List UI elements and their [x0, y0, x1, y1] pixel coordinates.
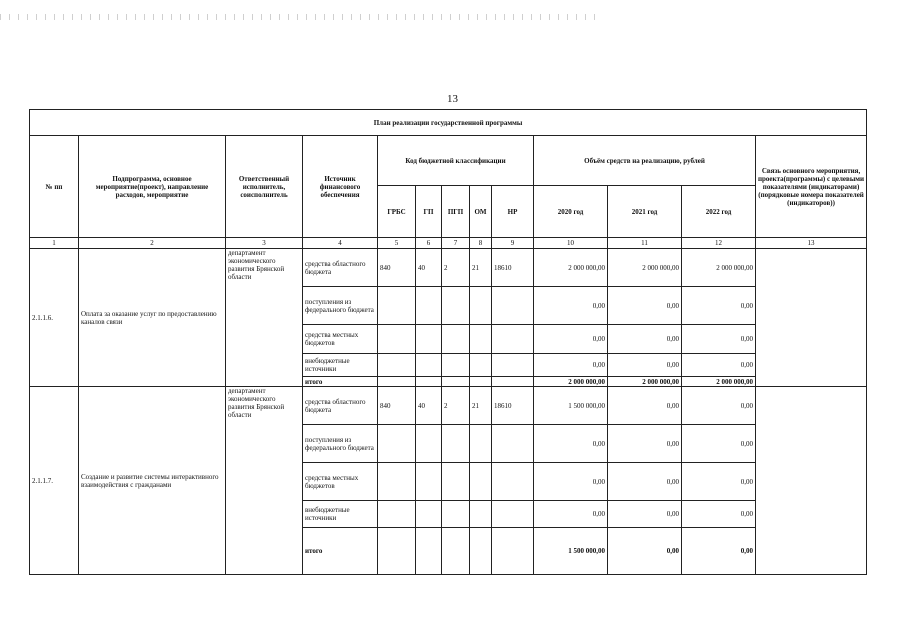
col-number: 3: [226, 238, 303, 249]
table-row: [30, 387, 867, 425]
source-cell: поступления из федерального бюджета: [303, 287, 378, 325]
pgp-cell: [442, 287, 470, 325]
y2021-cell: 0,00: [608, 287, 682, 325]
item-name: Оплата за оказание услуг по предоставлению каналов связи: [79, 249, 226, 387]
nr-cell: [492, 501, 534, 528]
col-number: 12: [682, 238, 756, 249]
om-cell: [470, 287, 492, 325]
header-year-2021: 2021 год: [608, 186, 682, 238]
header-nr: НР: [492, 186, 534, 238]
gp-cell: 40: [416, 249, 442, 287]
item-number: 2.1.1.6.: [30, 249, 79, 387]
gp-cell: [416, 425, 442, 463]
plan-table: [29, 109, 867, 575]
header-year-2020: 2020 год: [534, 186, 608, 238]
col-number: 1: [30, 238, 79, 249]
om-cell: [470, 377, 492, 387]
grbs-cell: 840: [378, 387, 416, 425]
gp-cell: [416, 377, 442, 387]
y2022-cell: 0,00: [682, 387, 756, 425]
table-title: План реализации государственной программы: [30, 110, 867, 136]
scan-noise: [0, 14, 600, 20]
grbs-cell: [378, 501, 416, 528]
item-number: 2.1.1.7.: [30, 387, 79, 575]
header-source: Источник финансового обеспечения: [303, 136, 378, 238]
pgp-cell: [442, 325, 470, 354]
om-cell: 21: [470, 387, 492, 425]
om-cell: [470, 528, 492, 575]
y2020-cell: 0,00: [534, 354, 608, 377]
source-cell: средства областного бюджета: [303, 387, 378, 425]
y2022-cell: 0,00: [682, 501, 756, 528]
om-cell: [470, 463, 492, 501]
grbs-cell: [378, 377, 416, 387]
y2020-cell: 0,00: [534, 287, 608, 325]
header-name: Подпрограмма, основное мероприятие(проект), направление расходов, мероприятие: [79, 136, 226, 238]
y2021-cell: 2 000 000,00: [608, 249, 682, 287]
source-cell: средства местных бюджетов: [303, 463, 378, 501]
link-cell: [756, 249, 867, 387]
header-bk-group: Код бюджетной классификации: [378, 136, 534, 186]
header-num: № пп: [30, 136, 79, 238]
header-pgp: ПГП: [442, 186, 470, 238]
y2021-cell: 2 000 000,00: [608, 377, 682, 387]
column-numbers-row: [30, 238, 867, 249]
nr-cell: [492, 528, 534, 575]
header-grbs: ГРБС: [378, 186, 416, 238]
y2020-cell: 2 000 000,00: [534, 377, 608, 387]
grbs-cell: [378, 287, 416, 325]
pgp-cell: [442, 528, 470, 575]
y2022-cell: 2 000 000,00: [682, 249, 756, 287]
y2021-cell: 0,00: [608, 528, 682, 575]
y2022-cell: 2 000 000,00: [682, 377, 756, 387]
page-number: 13: [447, 93, 458, 105]
col-number: 4: [303, 238, 378, 249]
col-number: 5: [378, 238, 416, 249]
y2020-cell: 0,00: [534, 463, 608, 501]
pgp-cell: [442, 425, 470, 463]
source-cell: средства местных бюджетов: [303, 325, 378, 354]
source-cell: внебюджетные источники: [303, 354, 378, 377]
y2020-cell: 2 000 000,00: [534, 249, 608, 287]
pgp-cell: 2: [442, 387, 470, 425]
nr-cell: [492, 377, 534, 387]
pgp-cell: [442, 354, 470, 377]
header-om: ОМ: [470, 186, 492, 238]
nr-cell: [492, 354, 534, 377]
source-cell: средства областного бюджета: [303, 249, 378, 287]
gp-cell: [416, 325, 442, 354]
nr-cell: 18610: [492, 387, 534, 425]
header-link: Связь основного мероприятия, проекта(программы) с целевыми показателями (индикаторами) (порядковые номера показателей (индикаторов)): [756, 136, 867, 238]
y2020-cell: 1 500 000,00: [534, 528, 608, 575]
gp-cell: [416, 501, 442, 528]
om-cell: [470, 501, 492, 528]
om-cell: 21: [470, 249, 492, 287]
pgp-cell: [442, 377, 470, 387]
source-cell: итого: [303, 528, 378, 575]
col-number: 11: [608, 238, 682, 249]
y2020-cell: 0,00: [534, 425, 608, 463]
gp-cell: 40: [416, 387, 442, 425]
source-cell: итого: [303, 377, 378, 387]
om-cell: [470, 425, 492, 463]
nr-cell: [492, 425, 534, 463]
col-number: 6: [416, 238, 442, 249]
header-volume-group: Объём средств на реализацию, рублей: [534, 136, 756, 186]
item-name: Создание и развитие системы интерактивного взаимодействия с гражданами: [79, 387, 226, 575]
col-number: 8: [470, 238, 492, 249]
pgp-cell: 2: [442, 249, 470, 287]
y2022-cell: 0,00: [682, 287, 756, 325]
y2021-cell: 0,00: [608, 387, 682, 425]
grbs-cell: [378, 528, 416, 575]
nr-cell: [492, 463, 534, 501]
grbs-cell: [378, 354, 416, 377]
y2022-cell: 0,00: [682, 463, 756, 501]
grbs-cell: [378, 325, 416, 354]
om-cell: [470, 325, 492, 354]
source-cell: внебюджетные источники: [303, 501, 378, 528]
y2021-cell: 0,00: [608, 463, 682, 501]
nr-cell: [492, 325, 534, 354]
y2021-cell: 0,00: [608, 501, 682, 528]
y2020-cell: 0,00: [534, 325, 608, 354]
gp-cell: [416, 528, 442, 575]
header-executor: Ответственный исполнитель, соисполнитель: [226, 136, 303, 238]
table-row: [30, 249, 867, 287]
grbs-cell: [378, 463, 416, 501]
item-executor: департамент экономического развития Брянской области: [226, 249, 303, 387]
nr-cell: [492, 287, 534, 325]
link-cell: [756, 387, 867, 575]
source-cell: поступления из федерального бюджета: [303, 425, 378, 463]
y2022-cell: 0,00: [682, 325, 756, 354]
grbs-cell: 840: [378, 249, 416, 287]
col-number: 2: [79, 238, 226, 249]
y2021-cell: 0,00: [608, 425, 682, 463]
pgp-cell: [442, 463, 470, 501]
y2021-cell: 0,00: [608, 354, 682, 377]
col-number: 13: [756, 238, 867, 249]
col-number: 10: [534, 238, 608, 249]
y2022-cell: 0,00: [682, 425, 756, 463]
y2022-cell: 0,00: [682, 528, 756, 575]
om-cell: [470, 354, 492, 377]
gp-cell: [416, 287, 442, 325]
pgp-cell: [442, 501, 470, 528]
y2020-cell: 1 500 000,00: [534, 387, 608, 425]
gp-cell: [416, 463, 442, 501]
gp-cell: [416, 354, 442, 377]
header-gp: ГП: [416, 186, 442, 238]
nr-cell: 18610: [492, 249, 534, 287]
y2022-cell: 0,00: [682, 354, 756, 377]
header-year-2022: 2022 год: [682, 186, 756, 238]
col-number: 7: [442, 238, 470, 249]
col-number: 9: [492, 238, 534, 249]
y2021-cell: 0,00: [608, 325, 682, 354]
item-executor: департамент экономического развития Брянской области: [226, 387, 303, 575]
grbs-cell: [378, 425, 416, 463]
y2020-cell: 0,00: [534, 501, 608, 528]
